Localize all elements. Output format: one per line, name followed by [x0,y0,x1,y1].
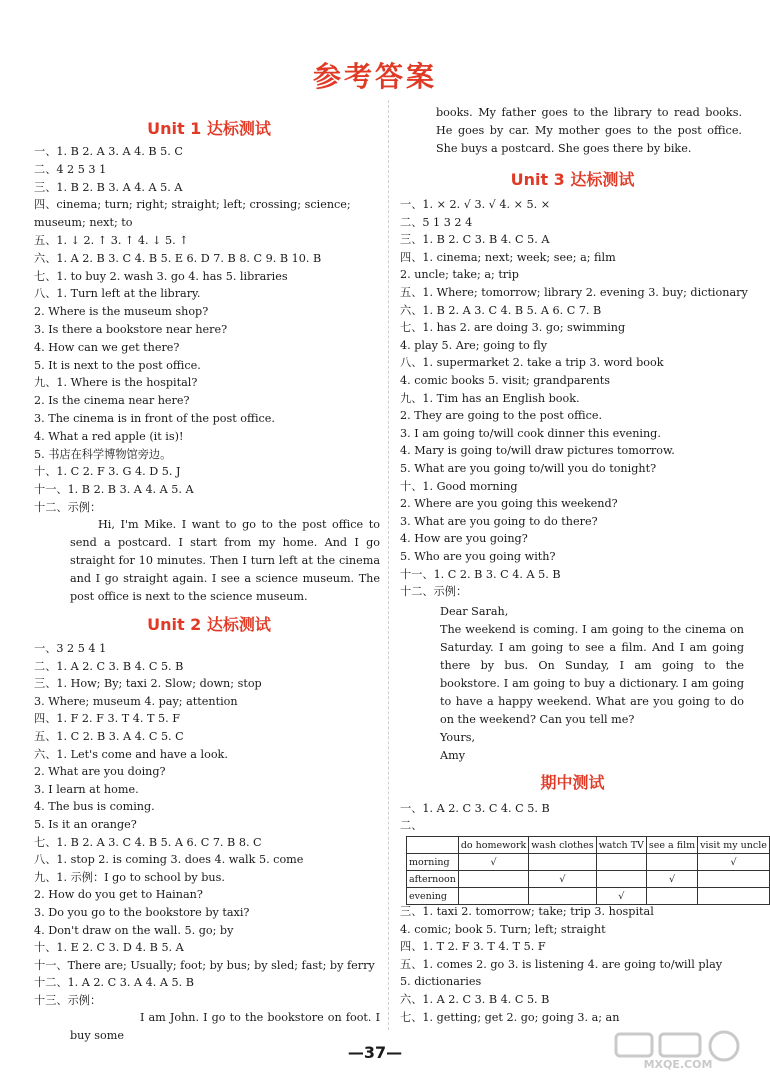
answer-line: 三、1. B 2. B 3. A 4. A 5. A [34,180,183,194]
answer-line: 3. The cinema is in front of the post office. [34,412,275,425]
answer-line: 八、1. supermarket 2. take a trip 3. word book [400,356,664,370]
table-cell [596,854,646,871]
table-cell [458,888,528,905]
answer-line: 十二、示例： [400,585,468,599]
answer-line: 十一、1. B 2. B 3. A 4. A 5. A [34,483,194,497]
table-cell [698,871,770,888]
answer-line: 2. Where is the museum shop? [34,305,209,319]
answer-line: 四、1. cinema; next; week; see; a; film [400,250,616,264]
unit1-title: Unit 1 达标测试 [147,119,271,138]
answer-line: 5. dictionaries [400,975,482,989]
answer-line: 七、1. has 2. are doing 3. go; swimming [400,321,626,335]
answer-line: 九、1. Tim has an English book. [400,391,580,405]
answer-line: 3. What are you going to do there? [400,514,598,528]
answer-line: 四、1. F 2. F 3. T 4. T 5. F [34,712,180,726]
table-row [407,888,770,905]
answer-line: 2. What are you doing? [34,765,166,779]
table-row [407,871,770,888]
watermark-text: MXQE.COM [643,1058,713,1071]
table-cell: √ [529,871,596,888]
answer-line: 2. How do you get to Hainan? [34,888,203,902]
answer-line: 八、1. stop 2. is coming 3. does 4. walk 5. come [34,853,304,867]
answer-line: 二、5 1 3 2 4 [400,215,473,229]
page-number: —37— [347,1043,403,1062]
table-cell [458,871,528,888]
letter-close: Yours, [440,731,475,744]
table-row-label: afternoon [407,871,459,888]
answer-line: 4. How are you going? [400,532,528,546]
answer-line: 十、1. E 2. C 3. D 4. B 5. A [34,941,184,955]
answer-line: 五、1. ↓ 2. ↑ 3. ↑ 4. ↓ 5. ↑ [34,234,189,247]
table-cell [646,888,697,905]
answer-line: 3. I learn at home. [34,782,139,796]
table-row-label: morning [407,854,459,871]
schedule-table [406,836,770,905]
answer-line: 九、1. Where is the hospital? [34,376,198,390]
table-cell [646,854,697,871]
answer-line: 2. Is the cinema near here? [34,394,190,408]
answer-line: 十二、示例： [34,501,102,514]
answer-line: 5. 书店在科学博物馆旁边。 [34,447,172,461]
answer-line: 六、1. Let's come and have a look. [34,747,228,761]
answer-line: 三、1. taxi 2. tomorrow; take; trip 3. hospital [400,905,654,918]
answer-line: 十一、There are; Usually; foot; by bus; by sled; fast; by ferry [34,958,375,972]
answer-line: 4. The bus is coming. [34,800,155,814]
answer-line: 三、1. How; By; taxi 2. Slow; down; stop [34,677,262,691]
answer-line: 七、1. getting; get 2. go; going 3. a; an [400,1010,620,1024]
answer-line: 七、1. B 2. A 3. C 4. B 5. A 6. C 7. B 8. C [34,835,262,849]
answer-line: 二、1. A 2. C 3. B 4. C 5. B [34,659,184,673]
table-header-cell [407,837,459,854]
answer-line: 六、1. A 2. C 3. B 4. C 5. B [400,993,550,1006]
answer-line: 十、1. Good morning [400,479,518,493]
answer-line: 一、1. B 2. A 3. A 4. B 5. C [34,145,183,158]
answer-line: 5. What are you going to/will you do tonight? [400,462,657,475]
answer-line: 3. Is there a bookstore near here? [34,323,228,336]
answer-line: 5. Who are you going with? [400,550,556,563]
answer-line: 4. How can we get there? [34,340,180,354]
answer-line: 六、1. A 2. B 3. C 4. B 5. E 6. D 7. B 8. C 9. B 10. B [34,251,322,265]
answer-line: 2. uncle; take; a; trip [400,268,519,282]
watermark-logo [612,1030,744,1070]
letter-body: The weekend is coming. I am going to the cinema on Saturday. I am going to see a film. And I am going there by bus. On Sunday, I am going to the bookstore. I am going to buy a dictionary. I am going to have a happy weekend. What are you going to do on the weekend? Can you tell me? [440,623,744,726]
answer-line: 四、1. T 2. F 3. T 4. T 5. F [400,940,546,954]
answer-line: 2. They are going to the post office. [400,409,603,423]
table-row-label: evening [407,888,459,905]
answer-line: 五、1. Where; tomorrow; library 2. evening 3. buy; dictionary [400,286,748,299]
answer-line: 3. Where; museum 4. pay; attention [34,694,238,708]
table-cell: √ [646,871,697,888]
answer-line: 4. comic books 5. visit; grandparents [400,374,611,387]
table-header-cell: watch TV [596,837,646,854]
table-cell [698,888,770,905]
answer-line: 4. Mary is going to/will draw pictures tomorrow. [400,444,675,458]
table-cell [529,854,596,871]
table-header-cell: visit my uncle [698,837,770,854]
unit2-title: Unit 2 达标测试 [147,615,271,634]
answer-line: 5. Is it an orange? [34,818,137,831]
answer-line: 一、3 2 5 4 1 [34,642,107,655]
unit1-essay: Hi, I'm Mike. I want to go to the post office to send a postcard. I start from my home. And I go straight for 10 minutes. Then I turn left at the cinema and I go straight again. I see a science museum. The post office is next to the science museum. [70,518,380,603]
midterm-line-2: 二、 [400,819,423,832]
answer-line: 四、cinema; turn; right; straight; left; crossing; science; [34,198,351,212]
table-row [407,854,770,871]
answer-line: 八、1. Turn left at the library. [34,287,201,301]
column-divider [388,100,389,1030]
table-cell [529,888,596,905]
unit2-essay-start: I am John. I go to the bookstore on foot. I buy some [70,1011,380,1042]
answer-line: 十二、1. A 2. C 3. A 4. A 5. B [34,976,194,990]
answer-line: 七、1. to buy 2. wash 3. go 4. has 5. libraries [34,269,288,283]
answer-line: 二、4 2 5 3 1 [34,162,107,176]
answer-line: 九、1. 示例：I go to school by bus. [34,870,225,884]
answer-line: museum; next; to [34,216,133,230]
answer-line: 4. comic; book 5. Turn; left; straight [400,922,606,936]
continued-essay: books. My father goes to the library to read books. He goes by car. My mother goes to the post office. She buys a postcard. She goes there by bike. [436,106,742,155]
answer-line: 五、1. comes 2. go 3. is listening 4. are going to/will play [400,957,723,971]
answer-line: 十一、1. C 2. B 3. C 4. A 5. B [400,567,561,581]
table-header-row [407,837,770,854]
table-cell: √ [596,888,646,905]
table-cell: √ [698,854,770,871]
answer-line: 一、1. × 2. √ 3. √ 4. × 5. × [400,198,551,211]
answer-line: 十三、示例： [34,994,102,1007]
answer-line: 2. Where are you going this weekend? [400,497,618,511]
midterm-line-1: 一、1. A 2. C 3. C 4. C 5. B [400,802,550,815]
answer-line: 五、1. C 2. B 3. A 4. C 5. C [34,730,184,743]
answer-line: 4. Don't draw on the wall. 5. go; by [34,923,234,937]
answer-line: 5. It is next to the post office. [34,358,201,372]
answer-line: 3. Do you go to the bookstore by taxi? [34,906,250,919]
answer-line: 十、1. C 2. F 3. G 4. D 5. J [34,465,181,479]
answer-line: 3. I am going to/will cook dinner this evening. [400,426,661,440]
letter-sign: Amy [440,749,466,762]
midterm-title: 期中测试 [540,773,605,792]
answer-line: 六、1. B 2. A 3. C 4. B 5. A 6. C 7. B [400,303,602,317]
unit3-title: Unit 3 达标测试 [510,170,635,189]
answer-line: 4. play 5. Are; going to fly [400,338,548,352]
table-header-cell: see a film [646,837,697,854]
table-header-cell: do homework [458,837,528,854]
letter-greeting: Dear Sarah, [440,605,509,618]
table-cell: √ [458,854,528,871]
table-header-cell: wash clothes [529,837,596,854]
page-title: 参考答案 [312,60,437,93]
answer-line: 三、1. B 2. C 3. B 4. C 5. A [400,233,550,247]
table-cell [596,871,646,888]
answer-line: 4. What a red apple (it is)! [34,429,184,443]
